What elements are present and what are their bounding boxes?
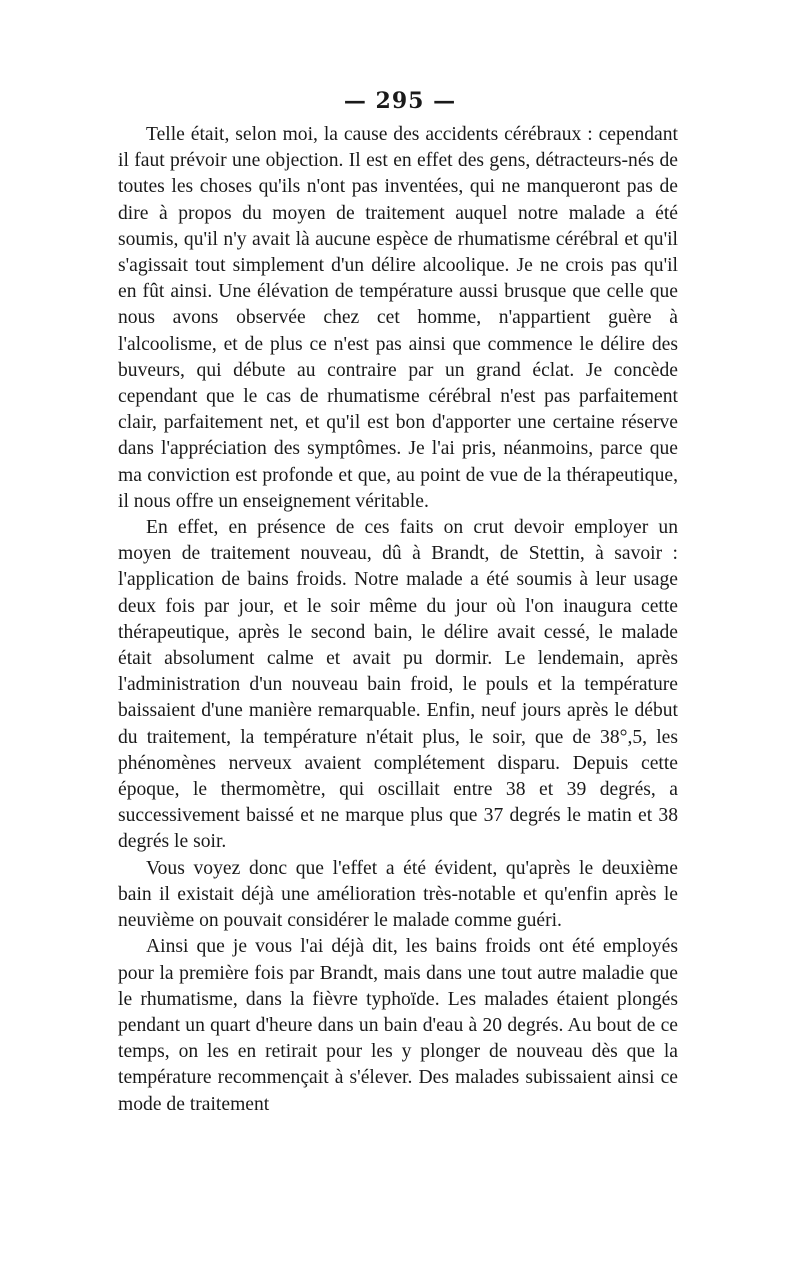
page-number: — 295 —	[343, 88, 457, 114]
paragraph-3: Vous voyez donc que l'effet a été évident, qu'après le deuxième bain il existait déjà une amélioration très-notable et qu'enfin après le neuvième on pouvait considérer le malade comme guéri.	[118, 857, 678, 932]
paragraph-1: Telle était, selon moi, la cause des accidents cérébraux : cependant il faut prévoir une objection. Il est en effet des gens, détracteurs-nés de toutes les choses qu'ils n'ont pas inventées, qui ne manqueront pas de dire à propos du moyen de traitement auquel notre malade a été soumis, qu'il n'y avait là aucune espèce de rhumatisme cérébral et qu'il s'agissait tout simplement d'un délire alcoolique. Je ne crois pas qu'il en fût ainsi. Une élévation de température aussi brusque que celle que nous avons observée chez cet homme, n'appartient guère à l'alcoolisme, et de plus ce n'est pas ainsi que commence le délire des buveurs, qui débute au contraire par un grand éclat. Je concède cependant que le cas de rhumatisme cérébral n'est pas parfaitement clair, parfaitement net, et qu'il est bon d'apporter une certaine réserve dans l'appréciation des symptômes. Je l'ai pris, néanmoins, parce que ma conviction est profonde et que, au point de vue de la thérapeutique, il nous offre un enseignement véritable.	[118, 124, 678, 512]
body-text	[118, 122, 678, 1118]
paragraph-4: Ainsi que je vous l'ai déjà dit, les bains froids ont été employés pour la première fois par Brandt, mais dans une tout autre maladie que le rhumatisme, dans la fièvre typhoïde. Les malades étaient plongés pendant un quart d'heure dans un bain d'eau à 20 degrés. Au bout de ce temps, on les en retirait pour les y plonger de nouveau dès que la température recommençait à s'élever. Des malades subissaient ainsi ce mode de traitement	[118, 936, 678, 1115]
paragraph-2: En effet, en présence de ces faits on crut devoir employer un moyen de traitement nouveau, dû à Brandt, de Stettin, à savoir : l'application de bains froids. Notre malade a été soumis à leur usage deux fois par jour, et le soir même du jour où l'on inaugura cette thérapeutique, après le second bain, le délire avait cessé, le malade était absolument calme et avait pu dormir. Le lendemain, après l'administration d'un nouveau bain froid, le pouls et la température baissaient d'une manière remarquable. Enfin, neuf jours après le début du traitement, la température n'était plus, le soir, que de 38°,5, les phénomènes nerveux avaient complétement disparu. Depuis cette époque, le thermomètre, qui oscillait entre 38 et 39 degrés, a successivement baissé et ne marque plus que 37 degrés le matin et 38 degrés le soir.	[118, 517, 678, 853]
